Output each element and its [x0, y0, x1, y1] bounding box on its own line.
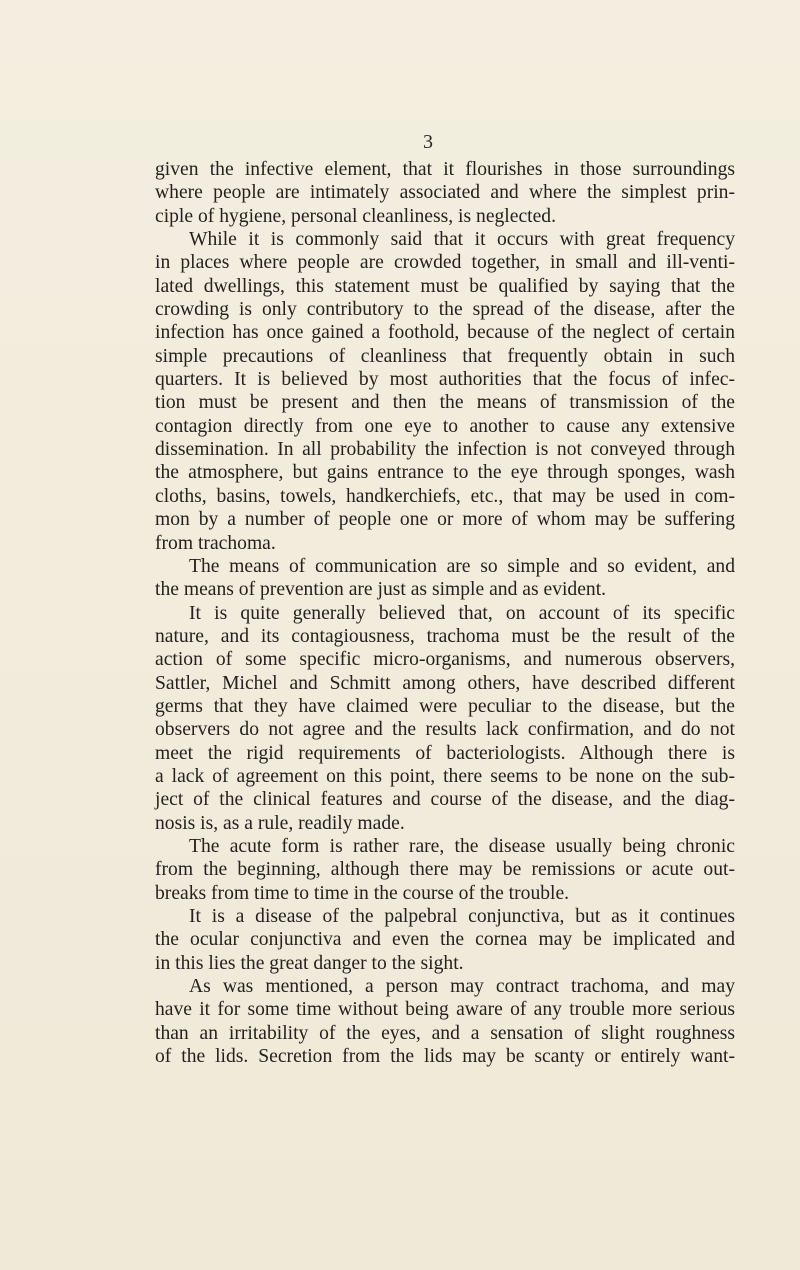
page-number: 3 [423, 131, 433, 153]
text-line: have it for some time without being aware of any trouble more serious [155, 999, 735, 1021]
text-line: the ocular conjunctiva and even the cornea may be implicated and [155, 929, 735, 951]
text-line: lated dwellings, this statement must be qualified by saying that the [155, 275, 735, 297]
text-line: It is a disease of the palpebral conjunctiva, but as it continues [189, 906, 735, 927]
text-line: nosis is, as a rule, readily made. [155, 812, 405, 834]
text-line: dissemination. In all probability the infection is not conveyed through [155, 439, 735, 461]
text-line: infection has once gained a foothold, because of the neglect of certain [155, 322, 735, 344]
text-line: than an irritability of the eyes, and a sensation of slight roughness [155, 1022, 735, 1044]
text-line: in places where people are crowded together, in small and ill-venti- [155, 252, 735, 274]
text-line: action of some specific micro-organisms, and numerous observers, [155, 649, 735, 671]
text-line: from trachoma. [155, 532, 276, 554]
text-line: given the infective element, that it flourishes in those surroundings [155, 159, 735, 180]
text-line: observers do not agree and the results lack confirmation, and do not [155, 719, 735, 741]
text-line: mon by a number of people one or more of whom may be suffering [155, 509, 735, 531]
text-line: The means of communication are so simple and so evident, and [189, 555, 735, 577]
text-line: As was mentioned, a person may contract trachoma, and may [189, 976, 735, 998]
text-line: simple precautions of cleanliness that frequently obtain in such [155, 345, 735, 367]
text-line: The acute form is rather rare, the disease usually being chronic [189, 835, 735, 857]
text-line: meet the rigid requirements of bacteriologists. Although there is [155, 742, 735, 764]
body-text [155, 158, 735, 1068]
text-line: breaks from time to time in the course of the trouble. [155, 882, 570, 904]
text-line: the means of prevention are just as simple and as evident. [155, 579, 607, 601]
text-line: from the beginning, although there may be remissions or acute out- [155, 859, 735, 881]
text-line: Sattler, Michel and Schmitt among others, have described different [155, 672, 735, 694]
text-line: ject of the clinical features and course of the disease, and the diag- [155, 789, 735, 811]
text-line: ciple of hygiene, personal cleanliness, is neglected. [155, 205, 556, 227]
text-line: crowding is only contributory to the spread of the disease, after the [155, 299, 735, 321]
text-line: tion must be present and then the means of transmission of the [155, 392, 735, 414]
text-line: quarters. It is believed by most authorities that the focus of infec- [155, 369, 735, 391]
text-line: germs that they have claimed were peculiar to the disease, but the [155, 695, 735, 717]
text-line: While it is commonly said that it occurs with great frequency [189, 229, 735, 251]
text-line: where people are intimately associated and where the simplest prin- [155, 182, 735, 204]
text-line: of the lids. Secretion from the lids may be scanty or entirely want- [155, 1046, 735, 1068]
text-line: the atmosphere, but gains entrance to the eye through sponges, wash [155, 462, 735, 484]
text-line: nature, and its contagiousness, trachoma must be the result of the [155, 625, 735, 647]
text-line: cloths, basins, towels, handkerchiefs, etc., that may be used in com- [155, 485, 735, 507]
text-line: contagion directly from one eye to another to cause any extensive [155, 415, 735, 437]
text-line: It is quite generally believed that, on account of its specific [189, 602, 735, 624]
text-line: in this lies the great danger to the sight. [155, 952, 464, 974]
text-line: a lack of agreement on this point, there seems to be none on the sub- [155, 765, 735, 787]
